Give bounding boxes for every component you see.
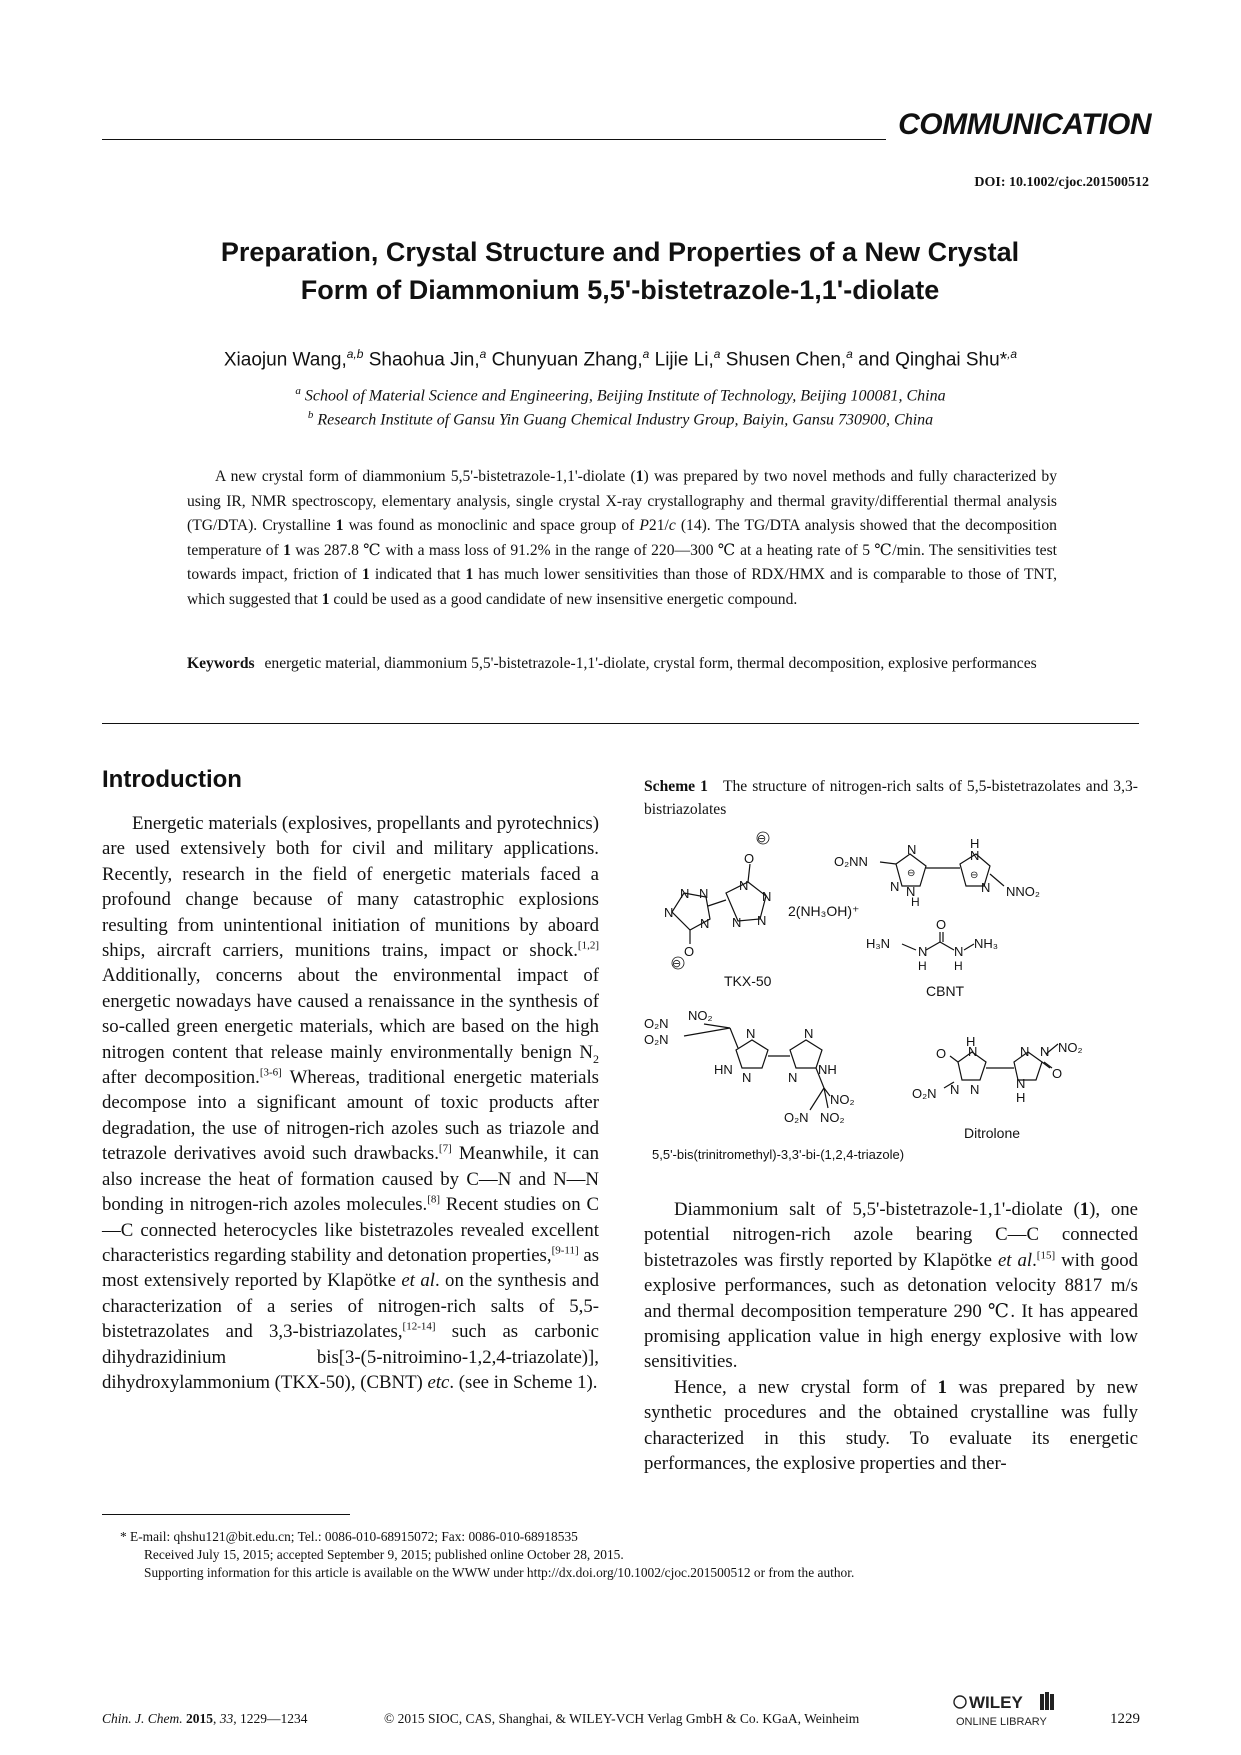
- citation: [9-11]: [551, 1244, 579, 1257]
- svg-text:N: N: [699, 886, 709, 901]
- svg-text:N: N: [700, 916, 710, 931]
- affiliation-mark: b: [307, 409, 314, 421]
- cbnt-label: CBNT: [926, 983, 965, 999]
- compound-ref: 1: [937, 1376, 947, 1398]
- body-paragraph: [644, 1197, 1138, 1375]
- citation: [3-6]: [259, 1066, 282, 1079]
- author-affil-mark: a: [479, 347, 487, 361]
- author-name: Shusen Chen,: [720, 349, 847, 371]
- affiliation-a: [100, 385, 1141, 405]
- author-name: Shaohua Jin,: [363, 349, 480, 371]
- keywords-text: energetic material, diammonium 5,5'-bistetrazole-1,1'-diolate, crystal form, thermal decomposition, explosive performances: [264, 655, 1037, 672]
- body-text: after decomposition.: [102, 1067, 260, 1089]
- svg-text:O₂N: O₂N: [644, 1032, 669, 1047]
- svg-text:N: N: [950, 1082, 960, 1097]
- scheme-caption-text: The structure of nitrogen-rich salts of 5,5-bistetrazolates and 3,3-bistriazolates: [644, 778, 1138, 818]
- abstract-text: ) was prepared by two novel methods and fully characterized by using IR, NMR spectroscopy, elementary analysis, single crystal X-ray crystallography and thermal gravity/differential thermal analysis (TG/DTA). Crystalline: [187, 468, 1057, 534]
- body-text: Diammonium salt of 5,5'-bistetrazole-1,1'-diolate (: [674, 1199, 1080, 1220]
- compound-ref: 1: [283, 541, 291, 559]
- svg-text:N: N: [907, 842, 917, 857]
- affiliation-mark: a: [295, 385, 301, 397]
- svg-text:O₂N: O₂N: [644, 1016, 669, 1031]
- journal-volume: 33: [219, 1711, 234, 1726]
- svg-text:O₂N: O₂N: [784, 1110, 809, 1125]
- svg-text:N: N: [732, 915, 742, 930]
- body-text: Energetic materials (explosives, propellants and pyrotechnics) are used extensively both for civil and military applications. Recently, research in the field of energetic materials faced a profound change because of many catastrophic explosions resulting from unintentional initiation of munitions by aboard ships, aircraft carriers, munitions trains, impact or shock.: [102, 813, 599, 962]
- article-title: [140, 233, 1100, 309]
- author-name: Lijie Li,: [649, 349, 714, 371]
- svg-text:N: N: [968, 1044, 978, 1059]
- tkx-50-label: TKX-50: [724, 973, 772, 989]
- footnote-rule: [102, 1514, 350, 1515]
- doi: DOI: 10.1002/cjoc.201500512: [974, 175, 1149, 190]
- et-al: et al: [401, 1270, 435, 1292]
- body-text: ), one potential nitrogen-rich azole bearing C—C connected bistetrazoles was firstly reported by Klapötke: [644, 1199, 1139, 1271]
- ditrolone-structure: [912, 1034, 1083, 1141]
- body-text: as most extensively reported by Klapötke: [102, 1244, 599, 1292]
- intro-paragraph: [102, 811, 599, 1395]
- svg-text:⊖: ⊖: [672, 958, 682, 970]
- body-text: was prepared by new synthetic procedures and the obtained crystalline was fully characterized in this study. To evaluate its energetic performances, the explosive properties and ther-: [644, 1376, 1139, 1475]
- scheme-1-structures: [644, 826, 1138, 1192]
- right-column: [644, 1197, 1138, 1476]
- svg-text:N: N: [680, 886, 690, 901]
- compound-ref: 1: [361, 566, 370, 583]
- author-name: Chunyuan Zhang,: [486, 349, 643, 371]
- svg-text:N: N: [742, 1070, 752, 1085]
- svg-text:O: O: [1052, 1066, 1063, 1081]
- wiley-book-icon: [1040, 1694, 1044, 1710]
- svg-text:N: N: [954, 944, 964, 959]
- compound-ref: 1: [1079, 1199, 1090, 1220]
- body-text: such as carbonic dihydrazidinium bis[3-(5-nitroimino-1,2,4-triazolate)], dihydroxylammonium (TKX-50), (CBNT): [102, 1321, 599, 1393]
- header-rule: [102, 139, 886, 140]
- citation: [8]: [427, 1193, 441, 1206]
- body-text: Whereas, traditional energetic materials decompose into a significant amount of toxic products after degradation, the use of nitrogen-rich azoles such as triazole and tetrazole derivatives avoid such drawbacks.: [102, 1067, 599, 1165]
- body-text: . on the synthesis and characterization of a series of nitrogen-rich salts of 5,5-bistetrazolates and 3,3-bistriazolates,: [102, 1270, 600, 1343]
- ditrolone-label: Ditrolone: [964, 1125, 1021, 1141]
- author-affil-mark: ,a: [1007, 347, 1018, 361]
- etc: etc: [427, 1371, 450, 1393]
- svg-text:N: N: [1020, 1044, 1030, 1059]
- author-name: and Qinghai Shu*: [852, 349, 1008, 371]
- svg-text:O₂NN: O₂NN: [834, 854, 868, 869]
- intro-heading: Introduction: [102, 766, 242, 793]
- affiliation-text: Research Institute of Gansu Yin Guang Chemical Industry Group, Baiyin, Gansu 730900, China: [317, 411, 934, 429]
- svg-text:⊖: ⊖: [907, 868, 916, 879]
- footnotes: [120, 1528, 1130, 1582]
- author-affil-mark: a: [713, 347, 721, 361]
- citation: [12-14]: [402, 1320, 436, 1333]
- svg-text:N: N: [762, 889, 772, 904]
- svg-text:N: N: [664, 905, 674, 920]
- body-text: Additionally, concerns about the environmental impact of energetic nowadays have caused a renaissance in the synthesis of so-called green energetic materials, which are based on the high nitrogen content that release mainly environmentally benign N: [102, 965, 599, 1063]
- abstract-text: was 287.8 ℃ with a mass loss of 91.2% in the range of 220—300 ℃ at a heating rate of 5 ℃/min. The sensitivities test towards impact, friction of: [187, 541, 1058, 583]
- svg-text:O: O: [744, 851, 755, 866]
- svg-text:H: H: [954, 959, 963, 973]
- svg-text:NO₂: NO₂: [688, 1008, 713, 1023]
- bistriazole-structure: [644, 1008, 904, 1162]
- keywords-label: Keywords: [187, 655, 255, 672]
- svg-text:N: N: [981, 880, 991, 895]
- author-affil-mark: a: [642, 347, 650, 361]
- space-group-symbol: P: [639, 517, 649, 534]
- et-al: et al: [997, 1249, 1033, 1271]
- wiley-globe-icon: [954, 1696, 966, 1708]
- svg-text:N: N: [918, 944, 928, 959]
- svg-text:H: H: [970, 836, 980, 851]
- svg-text:O: O: [936, 1046, 947, 1061]
- journal-reference: Chin. J. Chem. 2015, 33, 1229—1234: [102, 1711, 308, 1726]
- svg-text:N: N: [746, 1026, 756, 1041]
- svg-text:N: N: [890, 879, 900, 894]
- svg-text:N: N: [757, 913, 767, 928]
- citation: [7]: [438, 1143, 452, 1156]
- author-affil-mark: a: [846, 347, 853, 361]
- author-name: Xiaojun Wang,: [223, 349, 347, 371]
- svg-text:N: N: [970, 848, 980, 863]
- bistriazole-label: 5,5'-bis(trinitromethyl)-3,3'-bi-(1,2,4-triazole): [652, 1147, 905, 1162]
- author-affil-mark: a,b: [346, 347, 364, 361]
- compound-ref: 1: [465, 566, 474, 583]
- body-text: Hence, a new crystal form of: [674, 1376, 938, 1398]
- svg-text:H: H: [911, 895, 920, 909]
- affiliation-b: [100, 409, 1141, 429]
- svg-text:N: N: [1016, 1076, 1026, 1091]
- svg-text:NO₂: NO₂: [830, 1092, 855, 1107]
- cbnt-structure: [834, 836, 1040, 999]
- journal-year: 2015: [186, 1711, 213, 1726]
- svg-text:NO₂: NO₂: [1058, 1040, 1083, 1055]
- svg-text:⊖: ⊖: [970, 870, 979, 881]
- space-group-symbol: c: [668, 517, 676, 534]
- abstract-text: (14). The TG/DTA analysis showed that the decomposition temperature of: [187, 517, 1057, 559]
- compound-ref: 1: [635, 468, 644, 485]
- svg-text:N: N: [739, 878, 749, 893]
- journal-name: Chin. J. Chem.: [102, 1711, 183, 1726]
- scheme-label: Scheme 1: [644, 778, 708, 795]
- scheme-caption: [644, 775, 1138, 821]
- svg-text:NH: NH: [818, 1062, 837, 1077]
- footnote-dates: Received July 15, 2015; accepted September 9, 2015; published online October 28, 2015.: [144, 1547, 624, 1562]
- svg-text:O: O: [684, 944, 695, 959]
- svg-text:N: N: [788, 1070, 798, 1085]
- abstract-text: could be used as a good candidate of new insensitive energetic compound.: [329, 590, 798, 608]
- citation: [15]: [1036, 1249, 1056, 1262]
- wiley-online-library-logo: [952, 1688, 1072, 1730]
- svg-text:H: H: [966, 1034, 976, 1049]
- svg-text:NNO₂: NNO₂: [1006, 884, 1040, 899]
- svg-text:O₂N: O₂N: [912, 1086, 937, 1101]
- svg-text:O: O: [936, 917, 947, 932]
- wiley-wordmark: WILEY: [969, 1693, 1023, 1712]
- citation: [1,2]: [577, 939, 599, 952]
- body-paragraph: [644, 1375, 1138, 1477]
- affiliation-text: School of Material Science and Engineering, Beijing Institute of Technology, Beijing 100081, China: [304, 387, 946, 405]
- abstract-rule: [102, 723, 1139, 724]
- abstract-text: A new crystal form of diammonium 5,5'-bistetrazole-1,1'-diolate (: [215, 468, 636, 485]
- body-text: Meanwhile, it can also increase the heat of formation caused by C—N and N—N bonding in nitrogen-rich azoles molecules.: [102, 1143, 599, 1216]
- left-column: [102, 766, 599, 1395]
- copyright: © 2015 SIOC, CAS, Shanghai, & WILEY-VCH Verlag GmbH & Co. KGaA, Weinheim: [384, 1711, 860, 1726]
- svg-text:N: N: [906, 884, 916, 899]
- keywords: [187, 652, 1057, 676]
- svg-text:HN: HN: [714, 1062, 733, 1077]
- svg-text:H: H: [1016, 1090, 1026, 1105]
- subscript: 2: [593, 1051, 599, 1066]
- online-library-text: ONLINE LIBRARY: [956, 1716, 1047, 1728]
- compound-ref: 1: [321, 590, 330, 608]
- compound-ref: 1: [335, 517, 344, 534]
- footnote-supporting-info: Supporting information for this article is available on the WWW under http://dx.doi.org/10.1002/cjoc.201500512 or from the author.: [144, 1565, 855, 1580]
- svg-text:N: N: [970, 1082, 980, 1097]
- svg-text:N: N: [1040, 1044, 1050, 1059]
- body-text: .: [1032, 1249, 1037, 1271]
- abstract: [187, 465, 1057, 612]
- abstract-text: indicated that: [369, 566, 466, 583]
- journal-pages: , 1229—1234: [233, 1711, 308, 1726]
- svg-text:NO₂: NO₂: [820, 1110, 845, 1125]
- tkx-50-cation: 2(NH₃OH)⁺: [788, 903, 860, 919]
- page-number: 1229: [1110, 1711, 1140, 1727]
- svg-text:NH₃: NH₃: [974, 936, 999, 951]
- svg-text:N: N: [804, 1026, 814, 1041]
- svg-text:H₃N: H₃N: [866, 936, 891, 951]
- body-text: with good explosive performances, such as detonation velocity 8817 m/s and thermal decomposition temperature 290 ℃. It has appeared promising application value in high energy explosive with low sensitivities.: [644, 1249, 1139, 1373]
- abstract-text: 21/: [648, 517, 669, 534]
- abstract-text: has much lower sensitivities than those of RDX/HMX and is comparable to those of TNT, which suggested that: [187, 566, 1058, 608]
- svg-text:H: H: [918, 959, 927, 973]
- tkx-50-structure: [664, 832, 859, 989]
- title-line-1: Preparation, Crystal Structure and Properties of a New Crystal: [220, 237, 1020, 267]
- author-list: [100, 347, 1141, 371]
- body-text: . (see in Scheme 1).: [449, 1371, 598, 1393]
- section-label: COMMUNICATION: [898, 108, 1151, 141]
- body-text: Recent studies on C—C connected heterocycles like bistetrazoles revealed excellent characteristics regarding stability and detonation properties,: [102, 1194, 599, 1266]
- footnote-contact: * E-mail: qhshu121@bit.edu.cn; Tel.: 0086-010-68915072; Fax: 0086-010-68918535: [120, 1529, 578, 1544]
- title-line-2: Form of Diammonium 5,5'-bistetrazole-1,1'-diolate: [300, 275, 940, 305]
- svg-text:⊖: ⊖: [757, 833, 767, 845]
- abstract-text: was found as monoclinic and space group of: [343, 517, 640, 534]
